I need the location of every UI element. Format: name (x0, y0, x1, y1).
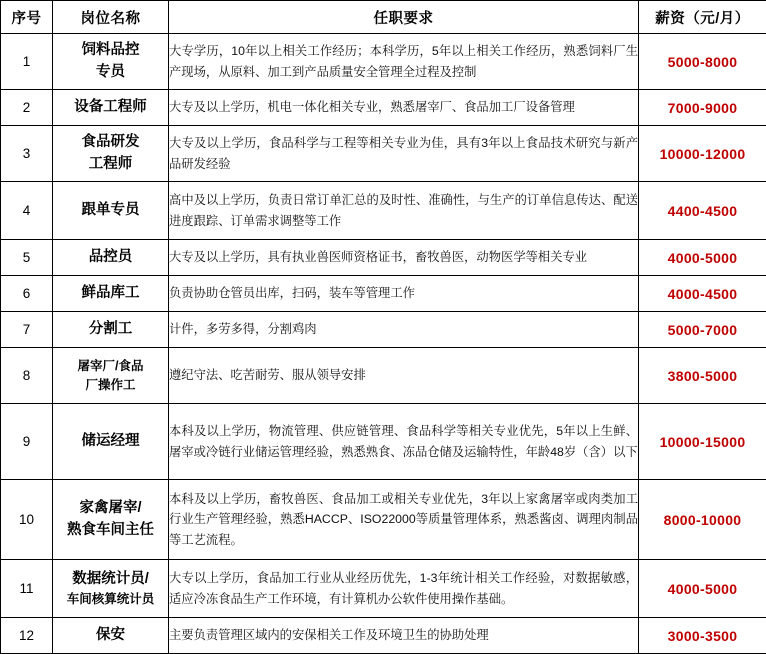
row-salary: 10000-12000 (639, 126, 766, 182)
row-salary: 4000-4500 (639, 276, 766, 312)
row-seq: 5 (1, 240, 53, 276)
row-requirement: 高中及以上学历，负责日常订单汇总的及时性、准确性，与生产的订单信息传达、配送进度跟踪、订单需求调整等工作 (169, 182, 639, 240)
table-row (1, 312, 766, 348)
row-job-title-line: 厂操作工 (53, 376, 168, 394)
row-requirement: 大专及以上学历，机电一体化相关专业，熟悉屠宰厂、食品加工厂设备管理 (169, 90, 639, 126)
row-job-title (53, 34, 169, 90)
row-job-title: 设备工程师 (53, 90, 169, 126)
table-row (1, 480, 766, 560)
row-seq: 6 (1, 276, 53, 312)
row-salary: 5000-7000 (639, 312, 766, 348)
row-salary: 4400-4500 (639, 182, 766, 240)
row-job-title: 跟单专员 (53, 182, 169, 240)
table-row (1, 240, 766, 276)
row-salary: 4000-5000 (639, 240, 766, 276)
table-row (1, 348, 766, 404)
table-header-row (1, 1, 766, 34)
row-requirement: 大专及以上学历，具有执业兽医师资格证书，畜牧兽医，动物医学等相关专业 (169, 240, 639, 276)
row-job-title-line: 熟食车间主任 (67, 522, 154, 538)
table-row (1, 34, 766, 90)
row-job-title-line: 数据统计员/ (72, 571, 149, 587)
column-header-salary: 薪资（元/月） (639, 1, 766, 34)
row-salary: 3800-5000 (639, 348, 766, 404)
row-job-title (53, 126, 169, 182)
row-job-title-line: 饲料品控 (82, 42, 140, 58)
row-salary: 5000-8000 (639, 34, 766, 90)
row-seq: 2 (1, 90, 53, 126)
row-requirement: 负责协助仓管员出库，扫码，装车等管理工作 (169, 276, 639, 312)
row-job-title (53, 348, 169, 404)
column-header-title: 岗位名称 (53, 1, 169, 34)
row-job-title-line: 工程师 (89, 156, 133, 172)
row-job-title: 储运经理 (53, 404, 169, 480)
row-requirement: 遵纪守法、吃苦耐劳、服从领导安排 (169, 348, 639, 404)
row-job-title (53, 480, 169, 560)
row-job-title-line: 屠宰厂/食品 (53, 357, 168, 375)
row-job-title-line: 家禽屠宰/ (79, 500, 141, 516)
table-row (1, 90, 766, 126)
row-seq: 9 (1, 404, 53, 480)
table-row (1, 182, 766, 240)
row-requirement: 本科及以上学历，物流管理、供应链管理、食品科学等相关专业优先，5年以上生鲜、屠宰或冷链行业储运管理经验，熟悉熟食、冻品仓储及运输特性，年龄48岁（含）以下 (169, 404, 639, 480)
column-header-requirement: 任职要求 (169, 1, 639, 34)
row-seq: 1 (1, 34, 53, 90)
table-row (1, 618, 766, 654)
table-row (1, 560, 766, 618)
row-seq: 4 (1, 182, 53, 240)
table-row (1, 126, 766, 182)
row-requirement: 大专以上学历，食品加工行业从业经历优先，1-3年统计相关工作经验，对数据敏感，适应冷冻食品生产工作环境，有计算机办公软件使用操作基础。 (169, 560, 639, 618)
column-header-seq: 序号 (1, 1, 53, 34)
row-job-title-line: 车间核算统计员 (53, 590, 168, 608)
row-job-title-line: 专员 (96, 64, 125, 80)
row-salary: 4000-5000 (639, 560, 766, 618)
row-job-title (53, 560, 169, 618)
row-seq: 3 (1, 126, 53, 182)
row-job-title: 鲜品库工 (53, 276, 169, 312)
row-job-title: 分割工 (53, 312, 169, 348)
row-seq: 10 (1, 480, 53, 560)
row-salary: 8000-10000 (639, 480, 766, 560)
row-seq: 8 (1, 348, 53, 404)
table-row (1, 404, 766, 480)
row-requirement: 大专及以上学历，食品科学与工程等相关专业为佳，具有3年以上食品技术研究与新产品研发经验 (169, 126, 639, 182)
row-job-title: 品控员 (53, 240, 169, 276)
row-seq: 7 (1, 312, 53, 348)
row-requirement: 主要负责管理区域内的安保相关工作及环境卫生的协助处理 (169, 618, 639, 654)
row-requirement: 大专学历，10年以上相关工作经历；本科学历，5年以上相关工作经历，熟悉饲料厂生产现场，从原料、加工到产品质量安全管理全过程及控制 (169, 34, 639, 90)
row-job-title: 保安 (53, 618, 169, 654)
row-seq: 12 (1, 618, 53, 654)
table-row (1, 276, 766, 312)
row-salary: 3000-3500 (639, 618, 766, 654)
row-requirement: 本科及以上学历，畜牧兽医、食品加工或相关专业优先，3年以上家禽屠宰或肉类加工行业生产管理经验，熟悉HACCP、ISO22000等质量管理体系，熟悉酱卤、调理肉制品等工艺流程。 (169, 480, 639, 560)
row-job-title-line: 食品研发 (82, 134, 140, 150)
row-seq: 11 (1, 560, 53, 618)
row-requirement: 计件，多劳多得，分割鸡肉 (169, 312, 639, 348)
row-salary: 10000-15000 (639, 404, 766, 480)
row-salary: 7000-9000 (639, 90, 766, 126)
